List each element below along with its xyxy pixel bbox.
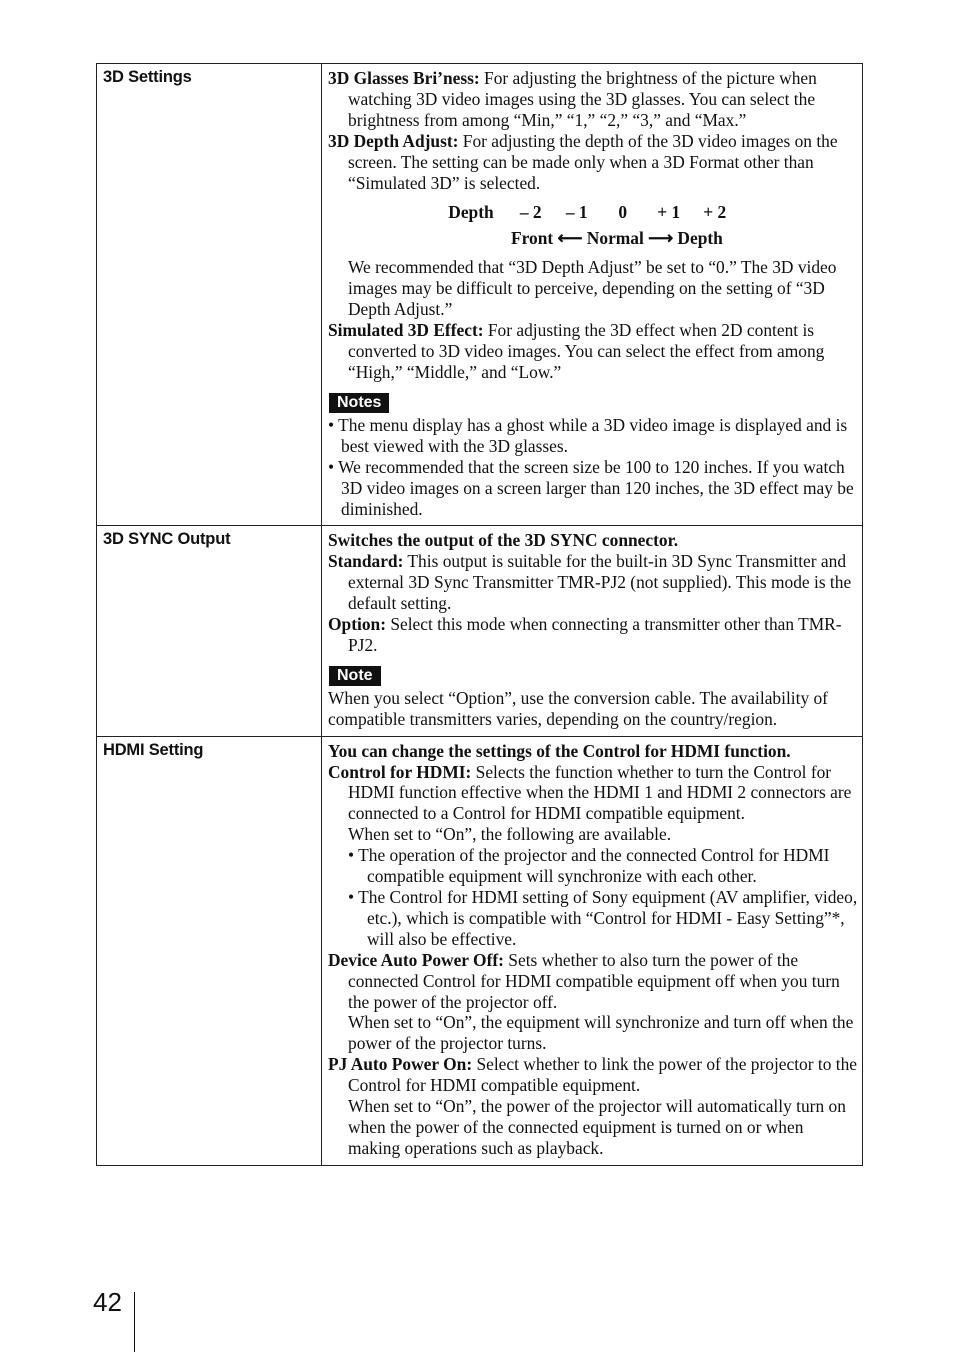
control-hdmi-title: Control for HDMI:: [328, 761, 472, 782]
depth-recommend-text: We recommended that “3D Depth Adjust” be set to “0.” The 3D video images may be difficult to perceive, depending on the setting of “3D Depth Adjust.”: [348, 257, 837, 320]
device-power-off-item: [328, 950, 858, 1013]
sync-heading: [328, 530, 858, 551]
control-hdmi-bullet: • The operation of the projector and the connected Control for HDMI compatible equipment will synchronize with each other.: [348, 845, 830, 887]
row-desc-3d-settings: [322, 64, 863, 526]
depth-scale-caption: Front ⟵ Normal ⟶ Depth: [511, 228, 723, 249]
depth-value-minus2: – 2: [519, 202, 542, 223]
row-desc-hdmi-setting: [322, 736, 863, 1165]
sync-option-title: Option:: [328, 614, 386, 635]
control-hdmi-on-text: When set to “On”, the following are available.: [348, 824, 672, 845]
note-item: • The menu display has a ghost while a 3D video image is displayed and is best viewed with the 3D glasses.: [328, 414, 848, 456]
glasses-brightness-text: For adjusting the brightness of the picture when watching 3D video images using the 3D glasses. You can select the brightness from among “Min,” “1,” “2,” “3,” and “Max.”: [348, 68, 817, 130]
sync-note-text: When you select “Option”, use the conversion cable. The availability of compatible transmitters varies, depending on the country/region.: [328, 687, 828, 729]
pj-power-on-text: Select whether to link the power of the projector to the Control for HDMI compatible equipment.: [348, 1054, 857, 1096]
page-number: 42: [93, 1287, 122, 1317]
hdmi-heading: [328, 741, 858, 762]
simulated-effect-text: For adjusting the 3D effect when 2D content is converted to 3D video images. You can select the effect from among “High,” “Middle,” and “Low.”: [348, 320, 825, 382]
row-label-3d-sync-output: 3D SYNC Output: [97, 526, 322, 736]
glasses-brightness-item: [328, 68, 858, 131]
sync-standard-text: This output is suitable for the built-in 3D Sync Transmitter and external 3D Sync Transmitter TMR-PJ2 (not supplied). This mode is the default setting.: [348, 551, 852, 614]
row-desc-3d-sync-output: [322, 526, 863, 736]
settings-table: [96, 63, 863, 1166]
device-power-off-on-text: When set to “On”, the equipment will synchronize and turn off when the power of the projector turns.: [348, 1012, 854, 1054]
depth-scale-values: [328, 199, 858, 225]
pj-power-on-on-text: When set to “On”, the power of the projector will automatically turn on when the power of the connected equipment is turned on or when making operations such as playback.: [348, 1096, 846, 1158]
control-hdmi-item: [328, 762, 858, 825]
simulated-effect-title: Simulated 3D Effect:: [328, 320, 484, 341]
pj-power-on-title: PJ Auto Power On:: [328, 1054, 473, 1075]
row-label-3d-settings: 3D Settings: [97, 64, 322, 526]
sync-standard-title: Standard:: [328, 551, 404, 572]
glasses-brightness-title: 3D Glasses Bri’ness:: [328, 68, 480, 88]
sync-heading-text: Switches the output of the 3D SYNC connector.: [328, 530, 679, 551]
page-number-divider: [134, 1292, 135, 1352]
depth-value-0: 0: [618, 202, 628, 223]
sync-option-text: Select this mode when connecting a transmitter other than TMR-PJ2.: [348, 614, 842, 655]
depth-adjust-item: [328, 131, 858, 194]
note-item: • We recommended that the screen size be 100 to 120 inches. If you watch 3D video images on a screen larger than 120 inches, the 3D effect may be diminished.: [328, 456, 854, 519]
note-badge: Note: [329, 666, 381, 686]
depth-value-plus1: + 1: [657, 202, 681, 223]
depth-value-plus2: + 2: [703, 202, 727, 223]
table-row-3d-sync-output: [97, 526, 863, 736]
pj-power-on-item: [328, 1054, 858, 1096]
depth-adjust-title: 3D Depth Adjust:: [328, 130, 459, 151]
table-row-3d-settings: [97, 64, 863, 526]
control-hdmi-bullet: • The Control for HDMI setting of Sony equipment (AV amplifier, video, etc.), which is compatible with “Control for HDMI - Easy Setting”*, will also be effective.: [348, 887, 858, 949]
depth-adjust-text: For adjusting the depth of the 3D video images on the screen. The setting can be made only when a 3D Format other than “Simulated 3D” is selected.: [348, 130, 838, 193]
depth-scale: [328, 199, 858, 251]
depth-scale-label: Depth: [448, 202, 494, 223]
hdmi-heading-text: You can change the settings of the Control for HDMI function.: [328, 740, 791, 761]
simulated-effect-item: [328, 320, 858, 383]
row-label-hdmi-setting: HDMI Setting: [97, 736, 322, 1165]
control-hdmi-text: Selects the function whether to turn the Control for HDMI function effective when the HDMI 1 and HDMI 2 connectors are connected to a Control for HDMI compatible equipment.: [348, 761, 852, 824]
sync-option-item: [328, 614, 858, 656]
depth-value-minus1: – 1: [565, 202, 588, 223]
device-power-off-text: Sets whether to also turn the power of the connected Control for HDMI compatible equipment off when you turn the power of the projector off.: [348, 949, 840, 1012]
sync-standard-item: [328, 551, 858, 614]
table-row-hdmi-setting: [97, 736, 863, 1165]
notes-badge: Notes: [329, 393, 389, 413]
device-power-off-title: Device Auto Power Off:: [328, 949, 504, 970]
